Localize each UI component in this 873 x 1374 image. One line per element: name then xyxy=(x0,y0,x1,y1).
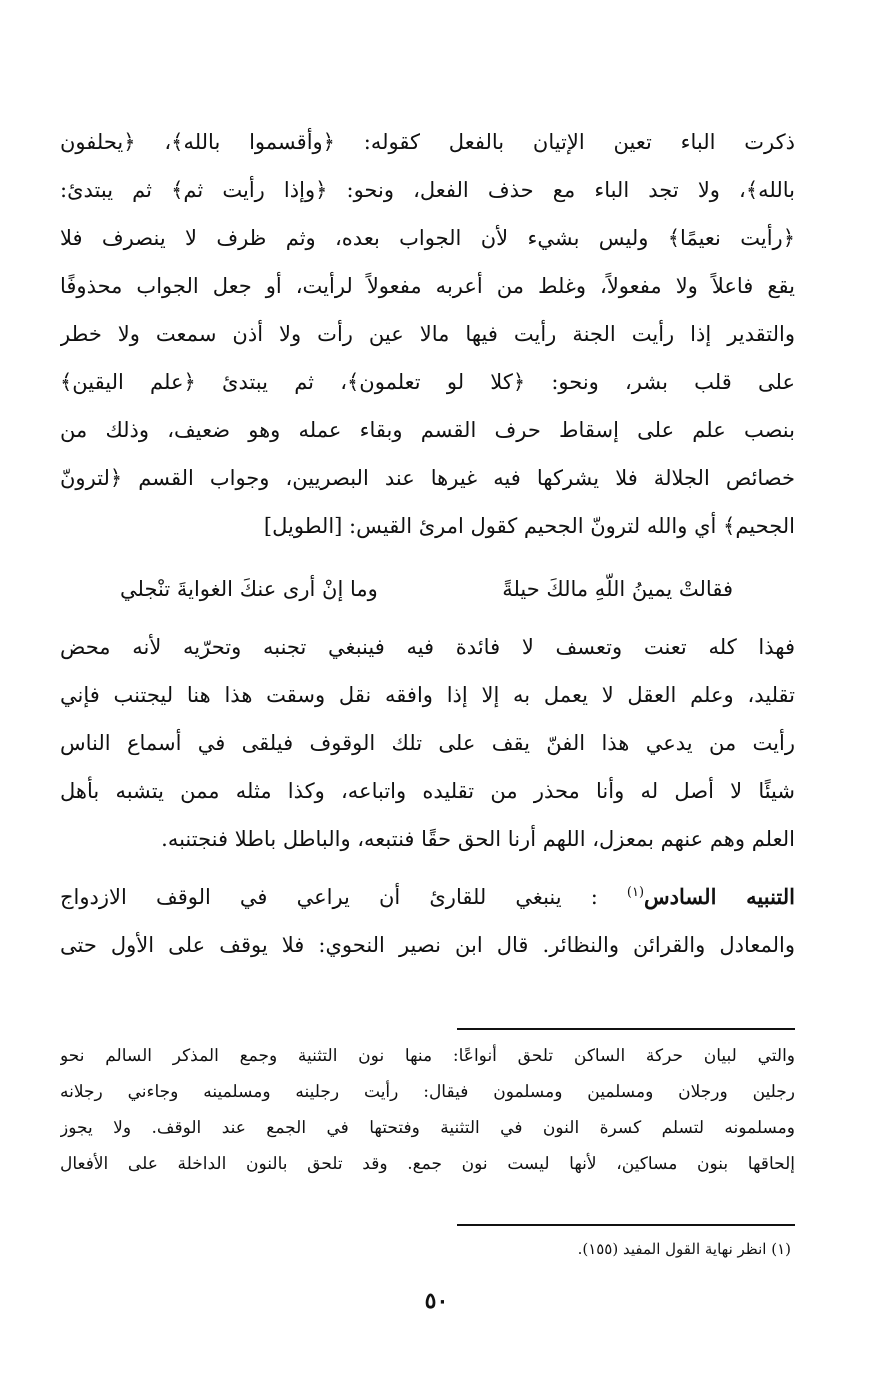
verse-second-hemistich: وما إنْ أرى عنكَ الغوايةَ تنْجلي xyxy=(120,577,378,601)
page-number: ٥٠ xyxy=(424,1288,449,1314)
footnote-line: والتي لبيان حركة الساكن تلحق أنواعًا: منها نون التثنية وجمع المذكر السالم نحو xyxy=(60,1046,795,1066)
text-line: ذكرت الباء تعين الإتيان بالفعل كقوله: ﴿وأقسموا بالله﴾، ﴿يحلفون xyxy=(60,130,795,154)
text-line: والمعادل والقرائن والنظائر. قال ابن نصير النحوي: فلا يوقف على الأول حتى xyxy=(60,933,795,957)
text-line: خصائص الجلالة فلا يشركها فيه غيرها عند البصريين، وجواب القسم ﴿لترونّ xyxy=(60,466,795,490)
text-line: ﴿رأيت نعيمًا﴾ وليس بشيء لأن الجواب بعده، وثم ظرف لا ينصرف فلا xyxy=(60,226,795,250)
text-line: العلم وهم عنهم بمعزل، اللهم أرنا الحق حقًا فنتبعه، والباطل باطلا فنجتنبه. xyxy=(161,827,795,851)
text-line: والتقدير إذا رأيت الجنة رأيت فيها مالا عين رأت ولا أذن سمعت ولا خطر xyxy=(60,322,795,346)
text-line: بنصب علم على إسقاط حرف القسم وبقاء عمله وهو ضعيف، وذلك من xyxy=(60,418,795,442)
text-line: شيئًا لا أصل له وأنا محذر من تقليده واتباعه، وكذا مثله ممن يتشبه بأهل xyxy=(60,779,795,803)
footnote-line: ومسلمونه لتسلم كسرة النون في التثنية وفتحتها في الجمع عند الوقف. ولا يجوز xyxy=(60,1118,795,1138)
section-heading: التنبيه السادس xyxy=(644,884,795,909)
poetry-verse xyxy=(60,565,795,613)
text-line xyxy=(60,873,795,921)
heading-line-rest: : ينبغي للقارئ أن يراعي في الوقف الازدواج xyxy=(60,885,598,909)
footnote-separator xyxy=(457,1028,795,1030)
footnote-line: إلحاقها بنون مساكين، لأنها ليست نون جمع. وقد تلحق بالنون الداخلة على الأفعال xyxy=(60,1154,795,1174)
main-text-continued xyxy=(60,623,795,863)
text-line: الجحيم﴾ أي والله لترونّ الجحيم كقول امرئ القيس: [الطويل] xyxy=(263,514,795,538)
footnote-separator xyxy=(457,1224,795,1226)
text-line: تقليد، وعلم العقل لا يعمل به إلا إذا وافقه نقل وسقت هذا هنا ليجتنب فإني xyxy=(60,683,795,707)
text-line: يقع فاعلاً ولا مفعولاً، وغلط من أعربه مفعولاً لرأيت، أو جعل الجواب محذوفًا xyxy=(60,274,795,298)
text-line: بالله﴾، ولا تجد الباء مع حذف الفعل، ونحو: ﴿وإذا رأيت ثم﴾ ثم يبتدئ: xyxy=(60,178,795,202)
text-line: على قلب بشر، ونحو: ﴿كلا لو تعلمون﴾، ثم يبتدئ ﴿علم اليقين﴾ xyxy=(60,370,795,394)
footnote-reference: (١) انظر نهاية القول المفيد (١٥٥). xyxy=(577,1240,791,1258)
verse-first-hemistich: فقالتْ يمينُ اللّهِ مالكَ حيلةً xyxy=(502,577,733,601)
footnote-marker: (١) xyxy=(626,885,645,900)
text-line: رأيت من يدعي هذا الفنّ يقف على تلك الوقوف فيلقى في أسماع الناس xyxy=(60,731,795,755)
text-line: فهذا كله تعنت وتعسف لا فائدة فيه فينبغي تجنبه وتحرّيه لأنه محض xyxy=(60,635,795,659)
footnote-line: رجلين ورجلان ومسلمين ومسلمون فيقال: رأيت رجلينه ومسلمينه وجاءني رجلانه xyxy=(60,1082,795,1102)
sixth-note-paragraph xyxy=(60,873,795,969)
main-text xyxy=(60,118,795,558)
